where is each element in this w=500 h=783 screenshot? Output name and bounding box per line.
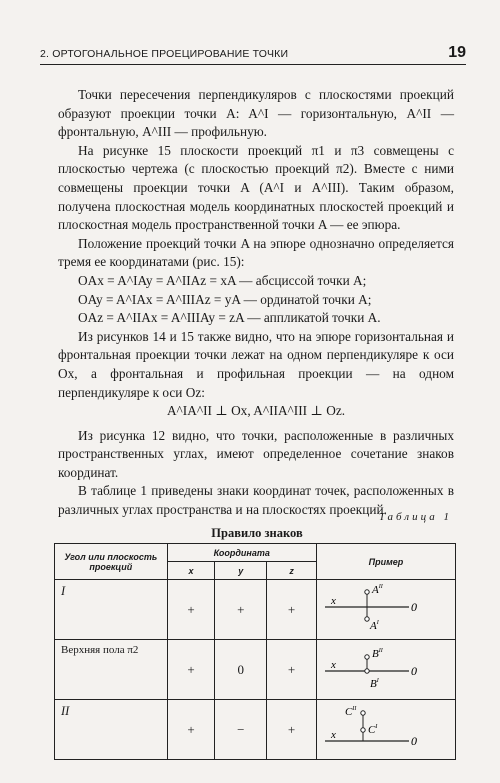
running-header <box>40 44 466 64</box>
axis-origin-label: 0 <box>410 734 417 748</box>
header-y: y <box>215 562 267 580</box>
table-row <box>55 640 456 700</box>
paragraph: Положение проекций точки A на эпюре однозначно определяется тремя ее координатами (рис. 15): <box>58 235 454 270</box>
table-row <box>55 700 456 760</box>
formula-ordinate: OAy = A^IAx = A^IIIAz = yA — ординатой точки A; <box>78 291 372 307</box>
sign-z: + <box>267 640 317 700</box>
row-angle: II <box>55 700 168 760</box>
chapter-title: 2. ОРТОГОНАЛЬНОЕ ПРОЕЦИРОВАНИЕ ТОЧКИ <box>40 48 289 60</box>
formula-abscissa: OAx = A^IAy = A^IIAz = xA — абсциссой точки A; <box>78 272 367 288</box>
sign-y: 0 <box>215 640 267 700</box>
svg-text:CII: $C^{II}$ <box>344 706 357 718</box>
table-title: Правило знаков <box>211 526 303 540</box>
header-rule <box>40 64 466 65</box>
paragraph: В таблице 1 приведены знаки координат точек, расположенных в различных углах пространства и на плоскостях проекций. <box>58 483 454 518</box>
sign-rule-table <box>54 543 456 760</box>
epure-sketch <box>317 641 454 695</box>
page-number: 19 <box>448 44 466 61</box>
example-diagram <box>316 580 455 640</box>
axis-x-label: x <box>330 659 336 671</box>
epure-sketch <box>317 701 454 755</box>
axis-x-label: x <box>330 595 336 607</box>
sign-y: − <box>215 700 267 760</box>
table-row <box>55 580 456 640</box>
svg-text:AI: $A^I$ <box>369 620 379 632</box>
sign-z: + <box>267 580 317 640</box>
paragraph: Из рисунков 14 и 15 также видно, что на эпюре горизонтальная и фронтальная проекции точки лежат на одном перпендикуляре к оси Ox, а фронтальная и профильная проекции — на одном перпендикуляре к оси Oz: <box>58 328 454 400</box>
header-z: z <box>267 562 317 580</box>
svg-text:BII: $B^{II}$ <box>371 648 383 660</box>
header-x: x <box>167 562 215 580</box>
axis-x-label: x <box>330 729 336 741</box>
svg-text:AII: $A^{II}$ <box>371 584 383 596</box>
paragraph: Точки пересечения перпендикуляров с плоскостями проекций образуют проекции точки A: A^I — горизонтальную, A^II — фронтальную, A^III — профильную. <box>58 87 454 140</box>
row-angle: I <box>55 580 168 640</box>
formula-perpendicular: A^IA^II ⊥ Ox, A^IIA^III ⊥ Oz. <box>166 403 346 419</box>
sign-x: + <box>167 580 215 640</box>
table-caption: Таблица 1 <box>378 511 452 523</box>
axis-origin-label: 0 <box>410 664 417 678</box>
header-coordinate: Координата <box>167 544 316 562</box>
example-diagram <box>316 700 455 760</box>
header-angle: Угол или плоскость проекций <box>55 544 168 580</box>
paragraph: Из рисунка 12 видно, что точки, расположенные в различных пространственных углах, имеют определенное сочетание знаков координат. <box>58 427 454 480</box>
epure-sketch <box>317 581 454 635</box>
example-diagram <box>316 640 455 700</box>
axis-origin-label: 0 <box>410 600 417 614</box>
sign-x: + <box>167 640 215 700</box>
formula-applicate: OAz = A^IIAx = A^IIIAy = zA — аппликатой точки A. <box>78 310 381 326</box>
body-text <box>58 86 454 520</box>
sign-z: + <box>267 700 317 760</box>
header-example: Пример <box>316 544 455 580</box>
svg-text:CI: $C^I$ <box>367 724 378 736</box>
paragraph: На рисунке 15 плоскости проекций π1 и π3 совмещены с плоскостью чертежа (с плоскостью проекций π2). Вместе с ними совмещены проекции точки A (A^I и A^III). Таким образом, получена плоскостная модель координатных плоскостей проекций и плоскостная модель пространственной точки A — ее эпюра. <box>58 142 454 233</box>
sign-x: + <box>167 700 215 760</box>
row-angle: Верхняя пола π2 <box>55 640 168 700</box>
sign-y: + <box>215 580 267 640</box>
svg-text:BI: $B^I$ <box>369 678 379 690</box>
